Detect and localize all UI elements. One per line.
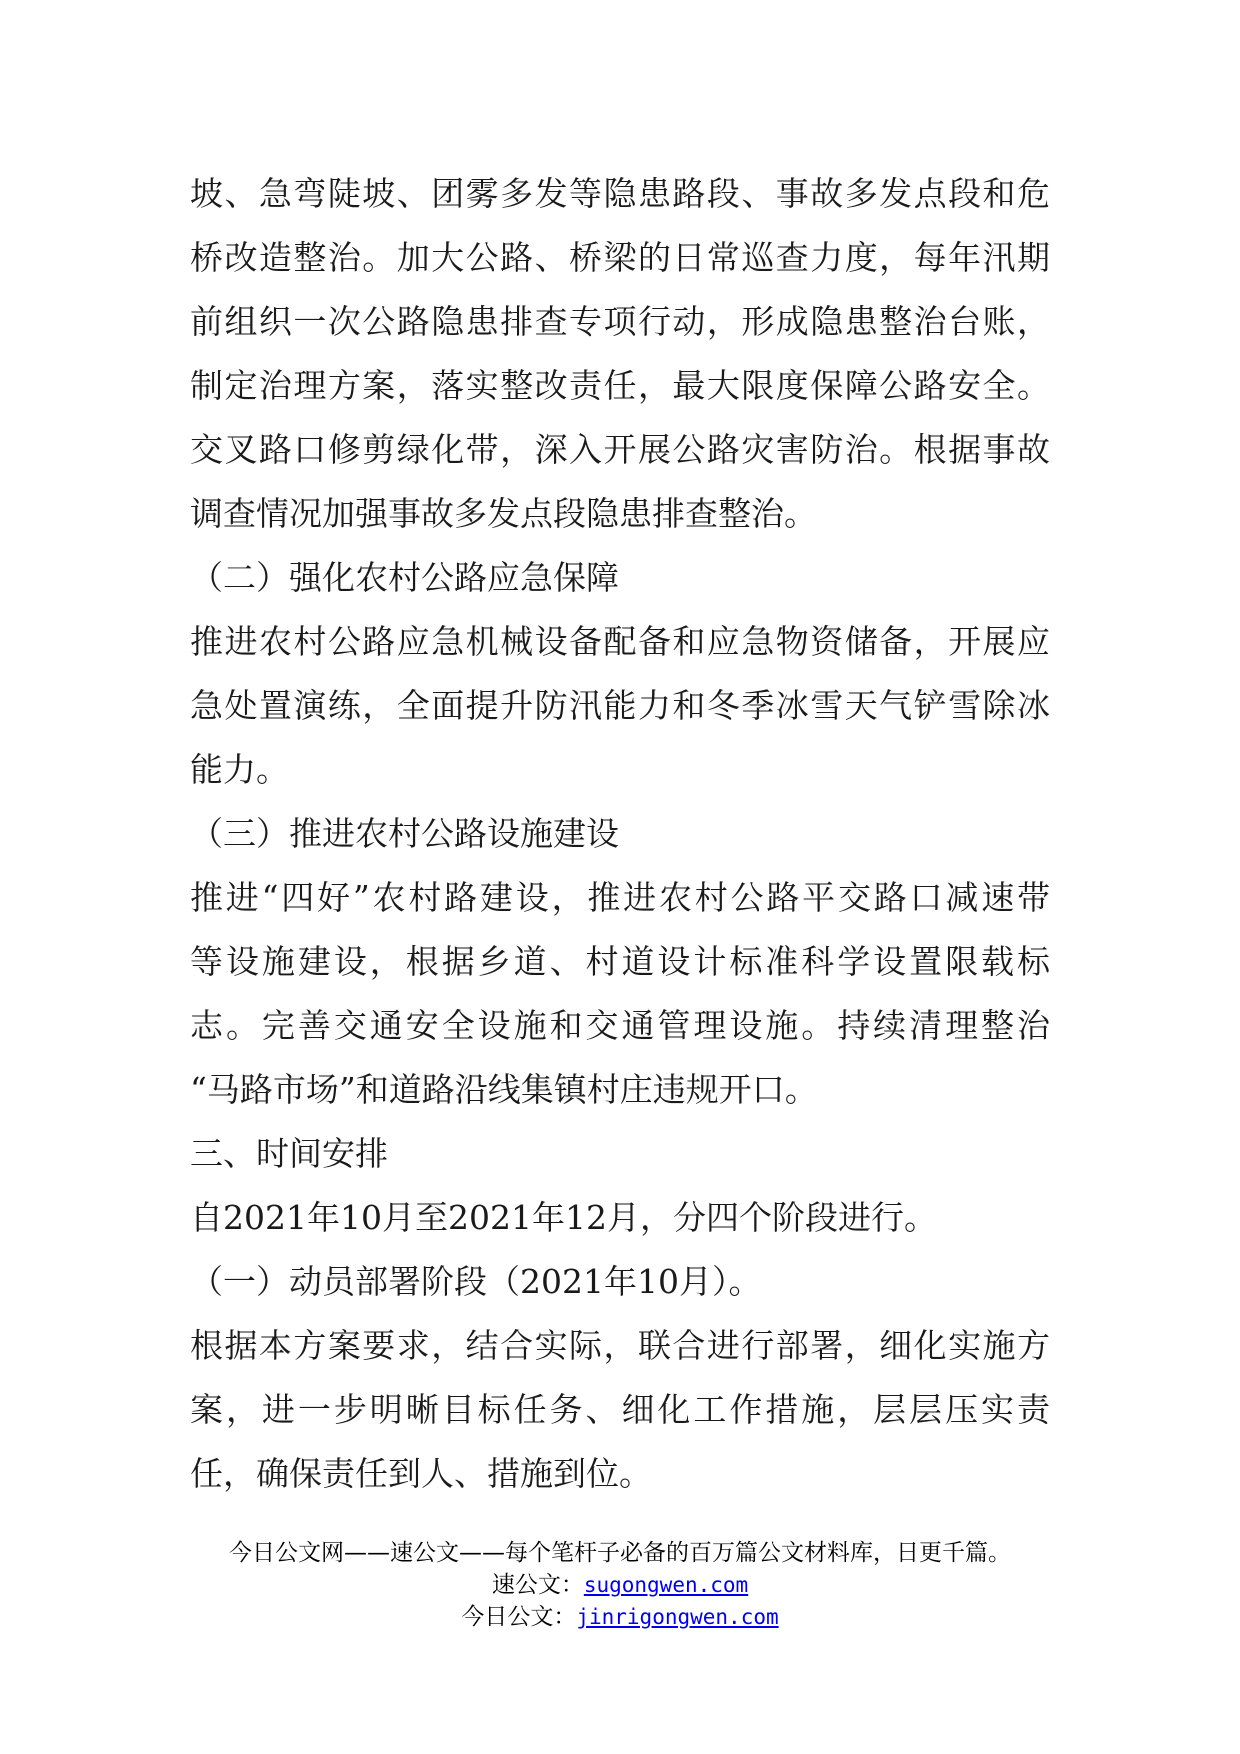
body-line: “马路市场”和道路沿线集镇村庄违规开口。: [190, 1070, 818, 1109]
body-line: 推进农村公路应急机械设备配备和应急物资储备，开展应: [190, 622, 1050, 661]
body-line: 案，进一步明晰目标任务、细化工作措施，层层压实责: [190, 1390, 1050, 1429]
footer-site-1-link[interactable]: sugongwen.com: [583, 1573, 749, 1597]
body-line: 交叉路口修剪绿化带，深入开展公路灾害防治。根据事故: [190, 430, 1050, 469]
body-line: 志。完善交通安全设施和交通管理设施。持续清理整治: [190, 1006, 1050, 1045]
footer-tagline: 今日公文网——速公文——每个笔杆子必备的百万篇公文材料库，日更千篇。: [229, 1540, 1011, 1566]
footer-site-2: [0, 1601, 1240, 1633]
body-line: 根据本方案要求，结合实际，联合进行部署，细化实施方: [190, 1326, 1050, 1365]
body-line: 制定治理方案，落实整改责任，最大限度保障公路安全。: [190, 366, 1050, 405]
body-line: 桥改造整治。加大公路、桥梁的日常巡查力度，每年汛期: [190, 238, 1050, 277]
body-line: 调查情况加强事故多发点段隐患排查整治。: [190, 494, 817, 533]
footer-site-1-label: 速公文：: [491, 1572, 584, 1598]
section-heading: 三、时间安排: [190, 1134, 388, 1173]
footer-site-2-label: 今日公文：: [461, 1604, 577, 1630]
body-line: 自2021年10月至2021年12月，分四个阶段进行。: [190, 1198, 937, 1237]
footer-site-2-link[interactable]: jinrigongwen.com: [576, 1605, 779, 1629]
body-line: 急处置演练，全面提升防汛能力和冬季冰雪天气铲雪除冰: [190, 686, 1050, 725]
section-heading: （三）推进农村公路设施建设: [190, 814, 619, 853]
section-heading: （一）动员部署阶段（2021年10月）。: [190, 1262, 762, 1301]
footer-site-1: [0, 1569, 1240, 1601]
body-line: 任，确保责任到人、措施到位。: [190, 1454, 652, 1493]
body-line: 等设施建设，根据乡道、村道设计标准科学设置限载标: [190, 942, 1050, 981]
section-heading: （二）强化农村公路应急保障: [190, 558, 619, 597]
body-line: 前组织一次公路隐患排查专项行动，形成隐患整治台账，: [190, 302, 1050, 341]
body-line: 坡、急弯陡坡、团雾多发等隐患路段、事故多发点段和危: [190, 174, 1050, 213]
page-footer: [0, 1537, 1240, 1633]
body-line: 推进“四好”农村路建设，推进农村公路平交路口减速带: [190, 878, 1050, 917]
body-line: 能力。: [190, 750, 289, 789]
document-body: [190, 162, 1050, 1506]
